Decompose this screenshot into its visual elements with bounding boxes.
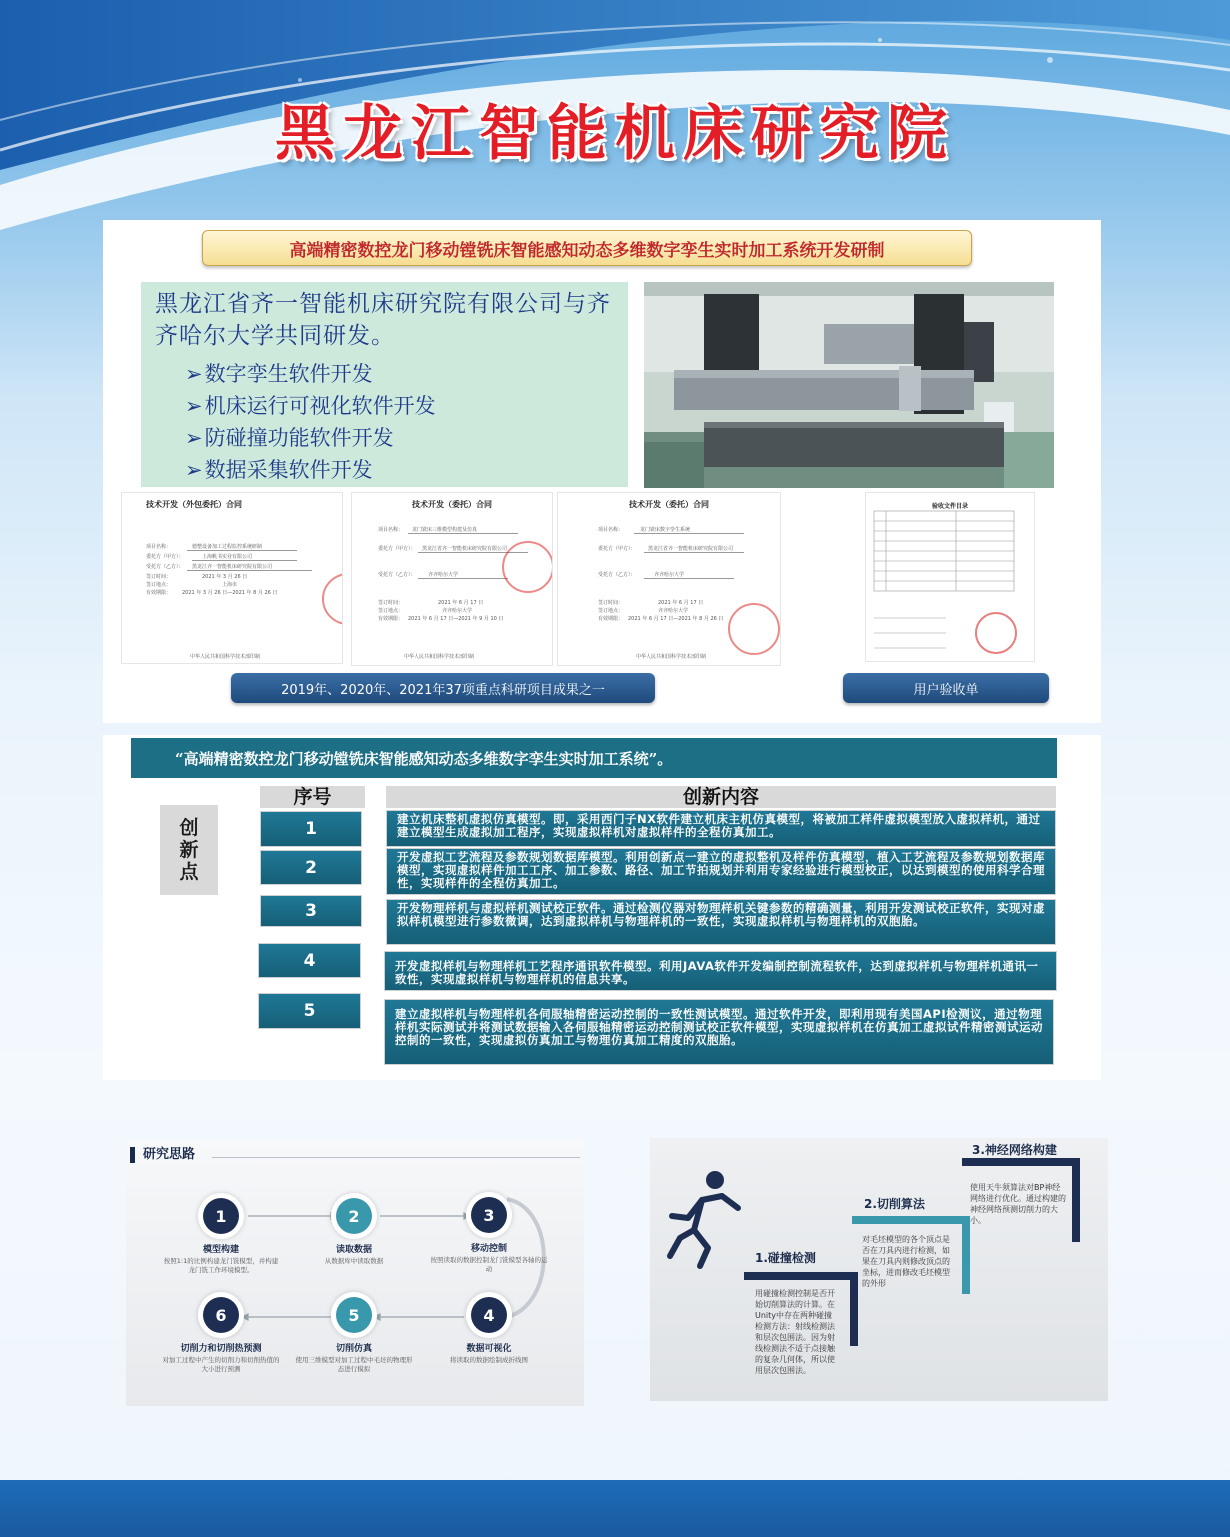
step-desc: 将读取的数据绘制成折线图 <box>450 1356 528 1364</box>
contract-value: 2021 年 3 月 26 日 <box>202 574 248 580</box>
page-title: 黑龙江智能机床研究院 <box>275 99 955 169</box>
contract-label: 受托方（乙方）： <box>146 564 184 570</box>
project-overview-panel <box>103 220 1101 723</box>
contract-value: 齐齐哈尔大学 <box>442 608 473 614</box>
seq-number: 2 <box>260 850 362 885</box>
stair-text-2: 对毛坯模型的各个顶点是否在刀具内进行检测，如果在刀具内则修改顶点的坐标，进而修改毛坯模型的外形 <box>862 1235 950 1288</box>
arrow-bullet-icon: ➢ <box>185 394 203 418</box>
contract-value: 2021 年 6 月 17 日 <box>658 600 704 606</box>
contract-value: 齐齐哈尔大学 <box>428 572 459 578</box>
arrow-bullet-icon: ➢ <box>185 458 203 482</box>
contract-title: 技术开发（外包委托）合同 <box>146 499 242 509</box>
stair-title-1: 1.碰撞检测 <box>755 1251 816 1265</box>
step-number: 4 <box>471 1297 507 1333</box>
research-route-panel <box>126 1139 584 1406</box>
project-banner: 高端精密数控龙门移动镗铣床智能感知动态多维数字孪生实时加工系统开发研制 <box>202 230 972 266</box>
contract-label: 委托方（甲方）： <box>378 546 416 552</box>
red-seal-icon <box>502 541 553 593</box>
intro-text: 黑龙江省齐一智能机床研究院有限公司与齐齐哈尔大学共同研发。 <box>155 291 611 349</box>
footer-band <box>0 1480 1230 1537</box>
contract-label: 项目名称： <box>378 527 404 533</box>
acceptance-table-graphic <box>866 493 1034 661</box>
runner-icon <box>670 1171 738 1266</box>
step-number: 3 <box>471 1197 507 1233</box>
contract-value: 上海帆书实业有限公司 <box>202 554 253 560</box>
contract-label: 项目名称： <box>146 544 172 550</box>
acceptance-pill: 用户验收单 <box>843 673 1049 703</box>
contract-title: 技术开发（委托）合同 <box>412 499 492 509</box>
system-banner: “高端精密数控龙门移动镗铣床智能感知动态多维数字孪生实时加工系统”。 <box>131 738 1057 778</box>
contract-label: 签订时间： <box>598 600 624 606</box>
contract-label: 签订地点： <box>378 608 404 614</box>
contract-value: 2021 年 6 月 17 日—2021 年 9 月 10 日 <box>408 616 504 622</box>
contract-value: 2021 年 3 月 26 日—2021 年 8 月 26 日 <box>182 590 278 596</box>
step-desc: 使用三维模型对加工过程中毛坯的物理形态进行模拟 <box>295 1356 413 1373</box>
bullet-item <box>185 358 436 390</box>
contract-label: 委托方（甲方）： <box>598 546 636 552</box>
contract-footer: 中华人民共和国科学技术部印制 <box>404 654 475 660</box>
contract-value: 2021 年 6 月 17 日 <box>438 600 484 606</box>
contract-doc-2 <box>351 492 553 666</box>
seq-number: 3 <box>260 895 362 927</box>
arrow-bullet-icon: ➢ <box>185 362 203 386</box>
bullet-text: 数据采集软件开发 <box>204 458 373 482</box>
stair-text-3: 使用天牛须算法对BP神经网络进行优化。通过构建的神经网络预测切削力的大小。 <box>970 1183 1066 1225</box>
contract-label: 签订时间： <box>378 600 404 606</box>
contract-value: 齐齐哈尔大学 <box>654 572 685 578</box>
innovation-content: 建立机床整机虚拟仿真模型。即，采用西门子NX软件建立机床主机仿真模型，将被加工样件虚拟模型放入虚拟样机，通过建立模型生成虚拟加工程序，实现虚拟样机对虚拟样件的全程仿真加工。 <box>386 810 1056 847</box>
contract-value: 龙门铣床三维模型构建及仿真 <box>412 527 478 533</box>
stair-title-2: 2.切削算法 <box>864 1197 925 1211</box>
route-step-2 <box>294 1198 414 1266</box>
contract-doc-1 <box>121 492 343 664</box>
route-step-3 <box>429 1197 549 1274</box>
stair-text-1: 用碰撞检测控制是否开始切削算法的计算。在Unity中存在两种碰撞检测方法：射线检测法和层次包围法。因为射线检测法不适于点接触的复杂几何体，所以使用层次包围法。 <box>755 1289 835 1375</box>
route-step-4 <box>429 1297 549 1365</box>
step-title: 数据可视化 <box>466 1344 512 1354</box>
contract-value: 黑龙江齐一智能机床研究院有限公司 <box>192 564 273 570</box>
step-title: 模型构建 <box>202 1245 239 1255</box>
step-desc: 对加工过程中产生的切削力和切削热值的大小进行预测 <box>162 1356 280 1373</box>
red-seal-icon <box>322 573 343 625</box>
step-desc: 从数据库中读取数据 <box>324 1257 384 1265</box>
step-title: 读取数据 <box>335 1245 372 1255</box>
innovation-panel <box>103 735 1101 1080</box>
step-number: 1 <box>203 1198 239 1234</box>
dev-bullet-list <box>185 358 436 486</box>
step-number: 2 <box>336 1198 372 1234</box>
contract-label: 签订地点： <box>598 608 624 614</box>
route-step-6 <box>161 1297 281 1374</box>
contract-label: 有效期限： <box>598 616 624 622</box>
red-seal-icon <box>728 603 780 655</box>
bullet-text: 机床运行可视化软件开发 <box>204 394 436 418</box>
route-step-1 <box>161 1198 281 1275</box>
innovation-label <box>160 805 218 895</box>
bullet-text: 数字孪生软件开发 <box>204 362 373 386</box>
bullet-item <box>185 390 436 422</box>
contract-footer: 中华人民共和国科学技术部印制 <box>636 654 707 660</box>
contract-value: 德整设备加工过程监控系统研制 <box>192 544 263 550</box>
innovation-content: 建立虚拟样机与物理样机各伺服轴精密运动控制的一致性测试模型。通过软件开发，即利用现有美国API检测议，通过物理样机实际测试并将测试数据输入各伺服轴精密运动控制测试校正软件模型，实现虚拟样机在仿真加工虚拟试件精密测试运动控制的一致性，实现虚拟仿真加工与物理仿真加工精度的双胞胎。 <box>384 999 1054 1065</box>
innovation-label-char: 点 <box>179 861 199 883</box>
step-title: 移动控制 <box>470 1244 507 1254</box>
contract-label: 项目名称： <box>598 527 624 533</box>
innovation-label-char: 创 <box>179 817 199 839</box>
contract-value: 黑龙江省齐一智能机床研究院有限公司 <box>422 546 508 552</box>
algorithm-stairs-panel <box>650 1138 1108 1401</box>
step-desc: 按照读取的数据控制龙门铣模型各轴的运动 <box>430 1256 548 1273</box>
contract-label: 受托方（乙方）： <box>378 572 416 578</box>
seq-number: 5 <box>258 993 361 1029</box>
gantry-machine-photo <box>644 282 1054 488</box>
step-title: 切削仿真 <box>335 1344 372 1354</box>
contract-footer: 中华人民共和国科学技术部印制 <box>190 654 261 660</box>
contract-value: 2021 年 6 月 17 日—2021 年 8 月 26 日 <box>628 616 724 622</box>
bullet-item <box>185 454 436 486</box>
bullet-text: 防碰撞功能软件开发 <box>204 426 394 450</box>
contract-value: 黑龙江省齐一智能机床研究院有限公司 <box>648 546 734 552</box>
contract-label: 有效期限： <box>146 590 172 596</box>
arrow-bullet-icon: ➢ <box>185 426 203 450</box>
contract-label: 签订地点： <box>146 582 172 588</box>
route-step-5 <box>294 1297 414 1374</box>
acceptance-doc <box>865 492 1035 662</box>
contract-label: 委托方（甲方）： <box>146 554 184 560</box>
header-seq: 序号 <box>260 786 365 808</box>
innovation-content: 开发虚拟工艺流程及参数规划数据库模型。利用创新点一建立的虚拟整机及样件仿真模型，植入工艺流程及参数规划数据库模型，实现虚拟样件加工工序、加工参数、路径、加工节拍规划并利用专家经验进行模型校正，以达到模型的使用科学合理性，实现样件的全程仿真加工。 <box>386 848 1056 895</box>
intro-box <box>141 282 628 487</box>
step-number: 5 <box>336 1297 372 1333</box>
contract-label: 签订时间： <box>146 574 172 580</box>
step-number: 6 <box>203 1297 239 1333</box>
innovation-content: 开发虚拟样机与物理样机工艺程序通讯软件模型。利用JAVA软件开发编制控制流程软件，达到虚拟样机与物理样机通讯一致性，实现虚拟样机与物理样机的信息共享。 <box>384 951 1057 991</box>
seq-number: 1 <box>260 811 362 847</box>
step-title: 切削力和切削热预测 <box>180 1344 262 1354</box>
contract-value: 龙门铣床数字孪生系统 <box>640 527 691 533</box>
research-route-title: 研究思路 <box>130 1147 195 1163</box>
acceptance-doc-title: 验收文件目录 <box>931 503 968 510</box>
seq-number: 4 <box>258 943 361 978</box>
contract-label: 有效期限： <box>378 616 404 622</box>
bullet-item <box>185 422 436 454</box>
innovation-label-char: 新 <box>179 839 199 861</box>
step-desc: 按照1:1的比例构建龙门铣模型，并构建龙门铣工作环境模型。 <box>163 1257 279 1274</box>
innovation-content: 开发物理样机与虚拟样机测试校正软件。通过检测仪器对物理样机关键参数的精确测量，利用开发测试校正软件，实现对虚拟样机模型进行参数微调，达到虚拟样机与物理样机的一致性，实现虚拟样机与物理样机的双胞胎。 <box>386 899 1056 945</box>
header-content: 创新内容 <box>386 786 1056 808</box>
contract-value: 齐齐哈尔大学 <box>658 608 689 614</box>
stair-title-3: 3.神经网络构建 <box>972 1143 1057 1157</box>
contract-doc-3 <box>557 492 781 666</box>
contract-value: 上海市 <box>222 582 238 588</box>
achievement-pill: 2019年、2020年、2021年37项重点科研项目成果之一 <box>231 673 655 703</box>
contract-title: 技术开发（委托）合同 <box>629 499 709 509</box>
contract-label: 受托方（乙方）： <box>598 572 636 578</box>
